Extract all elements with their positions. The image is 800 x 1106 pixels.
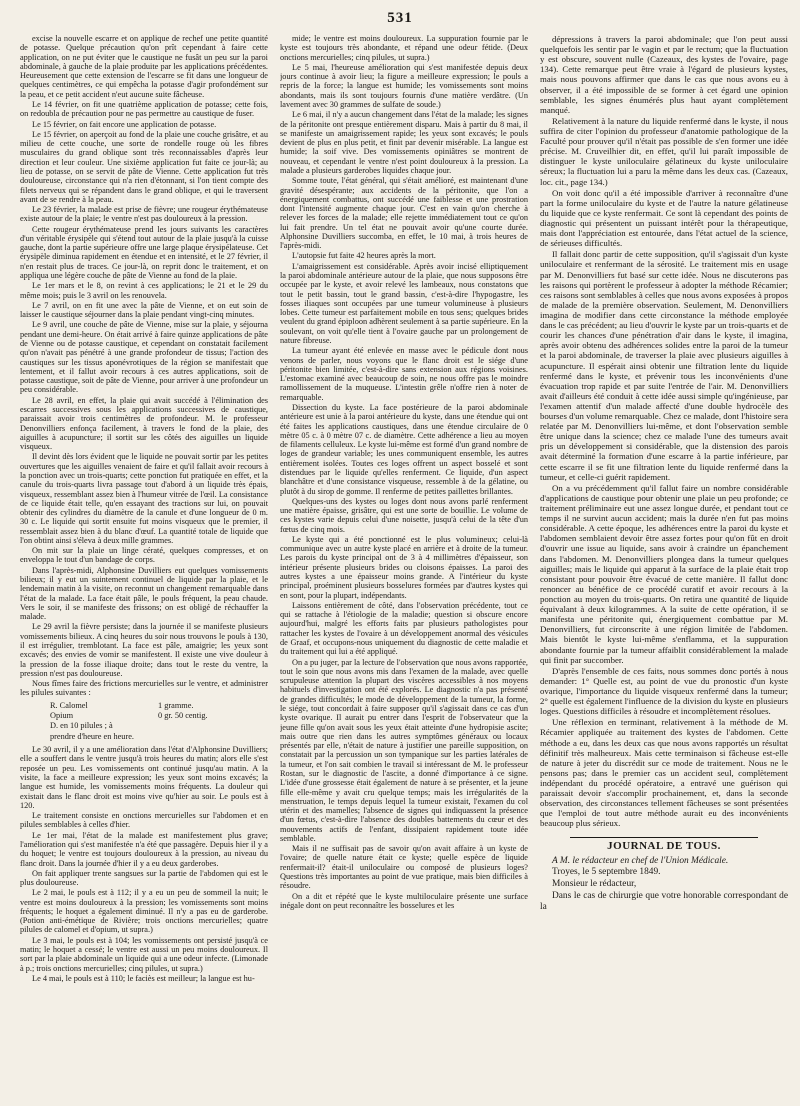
column-left-paragraphs xyxy=(20,34,268,698)
paragraph: Le 5 mai, l'heureuse amélioration qui s'est manifestée depuis deux jours continue à avoir lieu; la figure a meilleure expression; le pouls a repris de la force; la langue est humide; les vomissements sont moins abondants, mais ils sont toujours fournis d'une matière verdâtre. (Un lavement avec 30 grammes de sulfate de soude.) xyxy=(280,62,528,109)
formula-dose: 1 gramme. xyxy=(158,700,194,710)
paragraph: Mais il ne suffisait pas de savoir qu'on avait affaire à un kyste de l'ovaire; de quelle nature était ce kyste; quelle espèce de liquide renfermait-il? était-il uniloculaire ou composé de plusieurs loges? Questions très importantes au point de vue pratique, mais bien difficiles à résoudre. xyxy=(280,844,528,891)
paragraph: On fait appliquer trente sangsues sur la partie de l'abdomen qui est le plus douloureuse. xyxy=(20,868,268,888)
paragraph: On a vu précédemment qu'il fallut faire un nombre considérable d'applications de caustique pour obtenir une plaie un peu profonde; ce traitement préliminaire eut une assez longue durée, et pendant tout ce temps il ne survint aucun accident; mais la durée n'en fut pas moins considérable. A cette époque, les adhérences entre la paroi du kyste et l'abdomen semblaient devoir être assez fortes pour qu'on fût en droit d'ouvrir une issue au liquide, sans avoir à craindre un épanchement dans l'abdomen. M. Denonvilliers plongea dans la tumeur quelques aiguilles; mais le liquide qui apparut à la surface de la plaie était trop consistant pour pouvoir être évacué de cette manière. Il fallut donc renoncer au bénéfice de ce procédé curatif et avoir recours à la ponction au moyen du trois-quarts. On retira une quantité de liquide équivalant à deux kilogrammes. A la suite de cette opération, il se manifesta une péritonite qui, énergiquement combattue par M. Denonvilliers, fut circonscrite à une région limitée de l'abdomen. Mais bientôt le kyste lui-même s'enflamma, et la suppuration abondante fournie par la tumeur affaiblit considérablement la malade qui finit par succomber. xyxy=(540,482,788,665)
paragraph: La tumeur ayant été enlevée en masse avec le pédicule dont nous venons de parler, nous voyons que le flanc droit est le siége d'une péritonite bien limitée, c'est-à-dire sans extension aux régions voisines. L'estomac examiné avec beaucoup de soin, ne nous offre pas le moindre ramollissement de la muqueuse. L'intestin grêle n'offre rien à noter de remarquable. xyxy=(280,346,528,402)
formula-line xyxy=(50,711,268,721)
paragraph: mide; le ventre est moins douloureux. La suppuration fournie par le kyste est toujours très abondante, et répand une odeur fétide. (Deux onctions mercurielles; cinq pilules, ut supra.) xyxy=(280,34,528,62)
paragraph: Le 9 avril, une couche de pâte de Vienne, mise sur la plaie, y séjourna pendant une demi-heure. On était arrivé à faire quinze applications de pâte de Vienne ou de potasse caustique, et cependant on constatait facilement qu'on n'avait pas pénétré à une grande profondeur de tissus; l'action des caustiques sur les tissus aponévrotiques de la région se manifestait que lentement, et il fallut avoir recours à ces autres applications, soit de potasse caustique, soit de pâte de Vienne, pour arriver à une profondeur un peu considérable. xyxy=(20,320,268,395)
paragraph: Le 14 février, on fit une quatrième application de potasse; cette fois, on redoubla de précaution pour ne pas permettre au caustique de fuser. xyxy=(20,99,268,119)
paragraph: Nous fîmes faire des frictions mercurielles sur le ventre, et administrer les pilules suivantes : xyxy=(20,679,268,698)
section-title: JOURNAL DE TOUS. xyxy=(607,839,721,852)
letter-date: Troyes, le 5 septembre 1849. xyxy=(552,867,661,878)
column-middle xyxy=(280,34,528,1098)
paragraph: Cette rougeur érythémateuse prend les jours suivants les caractères d'un véritable érysipèle qui s'étend tout autour de la plaie jusqu'à la cuisse gauche, dont la partie supérieure offre une large plaque érysipélateuse. Cet érysipèle diminua rapidement en étendue et en intensité, et le 27 février, il n'en restait plus de traces. Ce jour-là, on reprit donc le traitement, et on appliqua une légère couche de pâte de Vienne au fond de la plaie. xyxy=(20,224,268,281)
paragraph: excise la nouvelle escarre et on applique de rechef une petite quantité de potasse. Quelque précaution qu'on prît cependant à faire cette application, on ne put éviter que le caustique ne fusât un peu sur la paroi abdominale, à gauche de la plaie produite par les applications précédentes. Heureusement que cette extension de l'escarre se fit dans une longueur de quelques centimètres, ce qui empêcha la potasse d'agir profondément sur la peau, et ce petit accident n'eut aucune suite fâcheuse. xyxy=(20,34,268,99)
paragraph: Le 15 février, on fait encore une application de potasse. xyxy=(32,119,217,129)
paragraph: Dissection du kyste. La face postérieure de la paroi abdominale antérieure est unie à la paroi antérieure du kyste, dans une étendue qui ont été faites les applications caustiques, dans une étendue circulaire de 0 mètre 05 c. à 0 mètre 07 c. de diamètre. Cette adhérence a lieu au moyen de filaments celluleux. Le kyste lui-même est formé d'un grand nombre de loges de grandeur variable; les unes communiquent ensemble, les autres entièrement isolées. Toutes ces loges offrent un aspect bosselé et sont distendues par le liquide qu'elles renferment. Ce liquide, d'un aspect blanchâtre et d'une consistance visqueuse, ressemble à de la gélatine, ou plutôt à du sirop de gomme. Il renferme de petites paillettes brillantes. xyxy=(280,402,528,496)
section-divider xyxy=(570,837,758,838)
paragraph: Le 30 avril, il y a une amélioration dans l'état d'Alphonsine Duvilliers; elle a souffert dans le ventre jusqu'à trois heures du matin; alors elle s'est reposée un peu. Les vomissements ont continué jusqu'au matin. A la visite, la face a meilleure expression; les yeux sont moins excavés; la langue est humide, les vomissements moins fréquents. La douleur qui existait dans le flanc droit est moins vive qu'hier au soir. Le pouls est à 120. xyxy=(20,745,268,810)
column-right xyxy=(540,34,788,1098)
paragraph: Le 6 mai, il n'y a aucun changement dans l'état de la malade; les signes de la péritonite ont presque entièrement disparu. Mais à partir du 8 mai, il se manifeste un amaigrissement rapide; les yeux sont excavés; le pouls devient de plus en plus petit, et finit par devenir misérable. La langue est humide; la soif vive. Des vomissements opiniâtres se montrent de nouveau, et cependant le ventre n'est point douloureux à la pression. La malade a plusieurs garderobes liquides chaque jour. xyxy=(280,110,528,175)
paragraph: Quelques-uns des kystes ou loges dont nous avons parlé renferment une matière épaisse, grisâtre, qui est une sorte de bouillie. Le volume de ces kystes varie depuis celui d'une noisette, jusqu'à celui de la tête d'un fœtus de cinq mois. xyxy=(280,496,528,534)
formula-line xyxy=(50,721,268,742)
letter-addressee: A M. le rédacteur en chef de l'Union Médicale. xyxy=(552,855,729,866)
paragraph: Le kyste qui a été ponctionné est le plus volumineux; celui-là communique avec un autre kyste placé en arrière et à droite de la tumeur. Les parois du kyste principal ont de 3 à 4 millimètres d'épaisseur, son intérieur présente plusieurs brides ou cloisons épaisses. La paroi des autres kystes a une épaisseur moins grande. A l'intérieur du kyste principal, proéminent plusieurs bosselures formées par d'autres kystes qui en sont, pour la plupart, indépendants. xyxy=(280,534,528,600)
paragraph: L'autopsie fut faite 42 heures après la mort. xyxy=(292,251,436,261)
paragraph: Laissons entièrement de côté, dans l'observation précédente, tout ce qui se rattache à l'étiologie de la maladie; question si obscure encore aujourd'hui, malgré les efforts faits par plusieurs pathologistes pour rattacher les kystes de l'ovaire à un développement anormal des vésicules de Graaf, et occupons-nous uniquement du diagnostic de cette maladie et du traitement qui lui a été appliqué. xyxy=(280,600,528,657)
paragraph: Le 1er mai, l'état de la malade est manifestement plus grave; l'amélioration qui s'est manifestée n'a été que passagère. Depuis hier il y a du hoquet; le ventre est toujours douloureux à la pression, au niveau du flanc droit. Dans la journée d'hier il y a eu deux garderobes. xyxy=(20,830,268,868)
paragraph: L'amaigrissement est considérable. Après avoir incisé elliptiquement la paroi abdominale antérieure autour de la plaie, que nous supposons être occupée par le kyste, et avoir relevé les lambeaux, nous constatons que tout le petit bassin, tout le grand bassin, c'est-à-dire l'hypogastre, les fosses iliaques sont occupées par une tumeur volumineuse à plusieurs lobes. Cette tumeur est parfaitement mobile en tous sens; quelques brides veulent du grand épiploon adhèrent seulement à sa partie supérieure. En la soulevant, on voit qu'elle tient à l'ovaire gauche par un prolongement de nature fibreuse. xyxy=(280,261,528,345)
page-number: 531 xyxy=(387,10,413,26)
paragraph: dépressions à travers la paroi abdominale; que l'on peut aussi quelquefois les sentir par le vagin et par le rectum; que la fluctuation y est obscure, souvent nulle (Cazeaux, des kystes de l'ovaire, page 134). Cette remarque peut être vraie à l'égard de plusieurs kystes, mais nous pouvons affirmer que dans le cas que nous avons eu à observer, il a été impossible de se former à cet égard une opinion semblable, les signes énumérés plus haut ayant complètement manqué. xyxy=(540,34,788,115)
paragraph: Le 3 mai, le pouls est à 104; les vomissements ont persisté jusqu'à ce matin; le hoquet a cessé; le ventre est aussi un peu moins douloureux. Il sort par la plaie abdominale un liquide qui a une odeur infecte. (Limonade à p.; trois onctions mercurielles; cinq pilules, ut supra.) xyxy=(20,935,268,973)
paragraph: On mit sur la plaie un linge cératé, quelques compresses, et on enveloppa le tout d'un bandage de corps. xyxy=(20,546,268,565)
paragraph: Une réflexion en terminant, relativement à la méthode de M. Récamier appliquée au traitement des kystes de l'abdomen. Cette méthode a eu, dans les deux cas que nous avons rapportés un résultat définitif très malheureux. Mais cette terminaison si fâcheuse est-elle de nature à jeter du discrédit sur ce mode de traitement. Nous ne le pensons pas; dans le premier cas un accident seul, complètement indépendant du procédé opératoire, a entravé une guérison qui paraissait devoir s'accomplir prochainement, et, dans la seconde observation, des circonstances tellement fâcheuses se sont présentées que l'emploi de tout autre méthode aurait eu des inconvénients beaucoup plus sérieux. xyxy=(540,717,788,829)
paragraph: Le traitement consiste en onctions mercurielles sur l'abdomen et en pilules semblables à celles d'hier. xyxy=(20,811,268,830)
paragraph: Le 1er mars et le 8, on revint à ces applications; le 21 et le 29 du même mois; puis le 3 avril on les renouvela. xyxy=(20,281,268,300)
paragraph: Dans l'après-midi, Alphonsine Duvilliers eut quelques vomissements bilieux; il y eut un suintement continuel de liquide par la plaie, et le lendemain matin à la visite, on reconnut un changement remarquable dans l'état de la malade. La face était pâle, le pouls fréquent, la peau chaude. Vers le soir, il se manifeste des frissons; on est obligé de réchauffer la malade. xyxy=(20,565,268,622)
paragraph: D'après l'ensemble de ces faits, nous sommes donc portés à nous demander: 1° Quelle est, au point de vue du pronostic d'un kyste ovarique, l'importance du liquide visqueux renfermé dans la tumeur; 2° quelle est également l'influence de la division du kyste en plusieurs loges. Questions difficiles à résoudre et incomplètement résolues. xyxy=(540,665,788,717)
paragraph: Le 4 mai, le pouls est à 110; le faciès est meilleur; la langue est hu- xyxy=(32,973,255,983)
paragraph: On voit donc qu'il a été impossible d'arriver à reconnaître d'une part la forme uniloculaire du kyste et de l'autre la nature gélatineuse du liquide que ce kyste renfermait. Ce sont là cependant des points de diagnostic qui présentent un puissant intérêt pour la thérapeutique, mais dont l'appréciation est entourée, dans l'état actuel de la science, de sérieuses difficultés. xyxy=(540,187,788,249)
paragraph: Le 23 février, la malade est prise de fièvre; une rougeur érythémateuse existe autour de la plaie; le ventre n'est pas douloureux à la pression. xyxy=(20,205,268,224)
paragraph: Le 29 avril la fièvre persiste; dans la journée il se manifeste plusieurs vomissements bilieux. A cinq heures du soir nous trouvons le pouls à 130, il est irrégulier, tremblotant. La face est pâle, amaigrie; les yeux sont excavés; des envies de vomir se manifestent. Il existe une vive douleur à la pression de la fosse iliaque droite; dans tout le reste du ventre, la pression n'est pas douloureuse. xyxy=(20,622,268,678)
column-left-paragraphs-after xyxy=(20,745,268,983)
paragraph: Il fallait donc partir de cette supposition, qu'il s'agissait d'un kyste uniloculaire et renfermant de la sérosité. Le traitement mis en usage par M. Denonvilliers fut basé sur cette idée. Nous ne discuterons pas les raisons qui portèrent le professeur à adopter la méthode Récamier; ces raisons sont semblables à celles que nous avons exposées à propos de malade de la première observation. Seulement, M. Denonvilliers imagina de modifier dans cette circonstance la méthode employée dans le cas précédent; au lieu d'ouvrir le kyste par un trois-quarts et de courir les chances d'une pénétration d'air dans le kyste, il imagina, après avoir obtenu des adhérences solides entre la paroi de la tumeur et la paroi abdominale, de traverser la plaie avec plusieurs aiguilles à acupuncture. Il espérait ainsi obtenir une filtration lente du liquide renfermé dans le kyste, et prévenir tous les inconvénients d'une évacuation trop rapide et par suite l'entrée de l'air. M. Denonvilliers avait d'ailleurs été conduit à cette idée aussi simple qu'ingénieuse, par l'examen attentif d'un malade affecté d'une double hydrocèle des bourses d'un volume remarquable. Chez ce malade, dont l'histoire sera relatée par M. Denonvilliers lui-même, et dont l'observation semble être unique dans la science; chez ce malade l'une des tumeurs avait pris un développement si considérable, que la distension des parois avait déterminé la formation d'une escarre à la partie inférieure, par cette escarre il se fit une filtration lente du liquide renfermé dans la tumeur, et celle-ci guérit rapidement. xyxy=(540,249,788,482)
paragraph: On a dit et répété que le kyste multiloculaire présente une surface inégale dont on peut reconnaître les bosselures et les xyxy=(280,891,528,910)
letter-opening: Dans le cas de chirurgie que votre honorable correspondant de la xyxy=(540,890,788,912)
column-middle-paragraphs xyxy=(280,34,528,910)
prescription-formula xyxy=(50,701,268,742)
paragraph: Relativement à la nature du liquide renfermé dans le kyste, il nous suffira de citer l'opinion du professeur d'anatomie pathologique de la Faculté pour prouver qu'il n'était pas possible de s'en former une idée précise. M. Cruveilhier dit, en effet, qu'il lui paraît impossible de distinguer le kyste uniloculaire gélatineux du kyste uniloculaire séreux; la fluctuation lui a paru la même dans les deux cas. (Cazeaux, loc. cit., page 134.) xyxy=(540,115,788,187)
column-left xyxy=(20,34,268,1098)
article-columns xyxy=(20,34,788,1098)
formula-dose: 0 gr. 50 centig. xyxy=(158,711,208,721)
paragraph: Il devint dès lors évident que le liquide ne pouvait sortir par les petites ouvertures que les aiguilles venaient de faire et qu'il fallait avoir recours à la ponction avec un trois-quarts; cette ponction fut pratiquée en effet, et la canule du trois-quarts livra passage tout d'abord à un liquide très épais, visqueux, ressemblant assez bien à l'humeur vitrée de l'œil. La consistance de ce liquide était telle, qu'en essayant des tractions sur lui, on pouvait obtenir des cylindres du diamètre de la canule et d'une longueur de 0 m. 30 c. Le liquide qui sortit ensuite fut moins visqueux que le premier, il ressemblait assez bien à du blanc d'œuf. La quantité totale de liquide que l'on obtint ainsi s'éleva à deux mille grammes. xyxy=(20,452,268,545)
letter-salutation: Monsieur le rédacteur, xyxy=(552,879,637,890)
paragraph: On a pu juger, par la lecture de l'observation que nous avons rapportée, tout le soin que nous avons mis dans l'examen de la malade, avec quelle scrupuleuse attention la plupart des viscères accessibles à nos moyens habituels d'investigation ont été explorés. Le diagnostic n'a pas présenté de grandes difficultés; le mode de développement de la tumeur, la forme, le siége, tout concordait à faire supposer qu'il s'agissait dans ce cas d'un kyste ovarique. Il aurait pu entrer dans l'esprit de l'observateur que la jeune fille qu'on avait sous les yeux était atteinte d'une hydropisie ascite; mais outre que rien dans les autres symptômes généraux ou locaux présentés par elle, n'était de nature à justifier une pareille supposition, on constatait par la percussion un son tympanique sur les parties latérales de la tumeur, et l'on sait combien le travail si intéressant de M. le professeur Rostan, sur le diagnostic de l'ascite, a donné d'importance à ce signe. L'idée d'une grossesse était également de nature à se présenter, et la jeune fille elle-même y avait cru quelque temps; mais les irrégularités de la menstruation, le temps depuis lequel la tumeur existait, l'examen du col utérin et des mamelles; l'absence de signes qui indiquassent la présence d'un fœtus, c'est-à-dire l'absence des doubles battements du cœur et des mouvements actifs de l'enfant, dissipaient rapidement toute idée semblable. xyxy=(280,657,528,843)
formula-ingredient: R. Calomel xyxy=(50,700,88,710)
paragraph: Somme toute, l'état général, qui s'était amélioré, est maintenant d'une gravité désespérante; aux accidents de la péritonite, que l'on a énergiquement combattus, ont succédé une faiblesse et une prostration dont l'intensité augmente chaque jour. C'est en vain qu'on cherche à relever les forces de la malade; elle rejette immédiatement tout ce qu'on lui fait prendre. Un tel état ne pouvait avoir qu'une courte durée. Alphonsine Duvilliers succomba, en effet, le 10 mai, à trois heures de l'après-midi. xyxy=(280,176,528,251)
formula-ingredient: Opium xyxy=(50,711,74,721)
formula-ingredient: D. en 10 pilules ; à prendre d'heure en heure. xyxy=(50,721,134,741)
paragraph: Le 2 mai, le pouls est à 112; il y a eu un peu de sommeil la nuit; le ventre est moins douloureux à la pression; les vomissements sont moins fréquents; le hoquet a également diminué. Il n'y a pas eu de garderobe. (Potion anti-émétique de Rivière; trois onctions mercurielles; quatre pilules de calomel et d'opium, ut supra.) xyxy=(20,888,268,935)
paragraph: Le 28 avril, en effet, la plaie qui avait succédé à l'élimination des escarres successives sous les applications successives de caustique, paraissait avoir trois centimètres de profondeur. M. le professeur Denonvilliers enfonça facilement, à travers le fond de la plaie, des aiguilles à acupuncture; il sortit sur les côtés des aiguilles un liquide visqueux. xyxy=(20,395,268,452)
paragraph: Le 15 février, on aperçoit au fond de la plaie une couche grisâtre, et au milieu de cette couche, une sorte de rondelle rouge où les fibres musculaires du grand oblique sont très reconnaissables d'après leur direction et leur couleur. Une sixième application fut faite ce jour-là; au lieu de potasse, on se servit de pâte de Vienne. Cette application fut très douloureuse, circonstance qui n'a rien d'étonnant, si l'on tient compte des filets nerveux qui se répandent dans le grand oblique, et qui le traversent avant de se rendre à la peau. xyxy=(20,129,268,204)
column-right-paragraphs xyxy=(540,34,788,829)
paragraph: Le 7 avril, on en fit une avec la pâte de Vienne, et on eut soin de laisser le caustique séjourner dans la plaie pendant vingt-cinq minutes. xyxy=(20,300,268,320)
formula-line xyxy=(50,701,268,711)
